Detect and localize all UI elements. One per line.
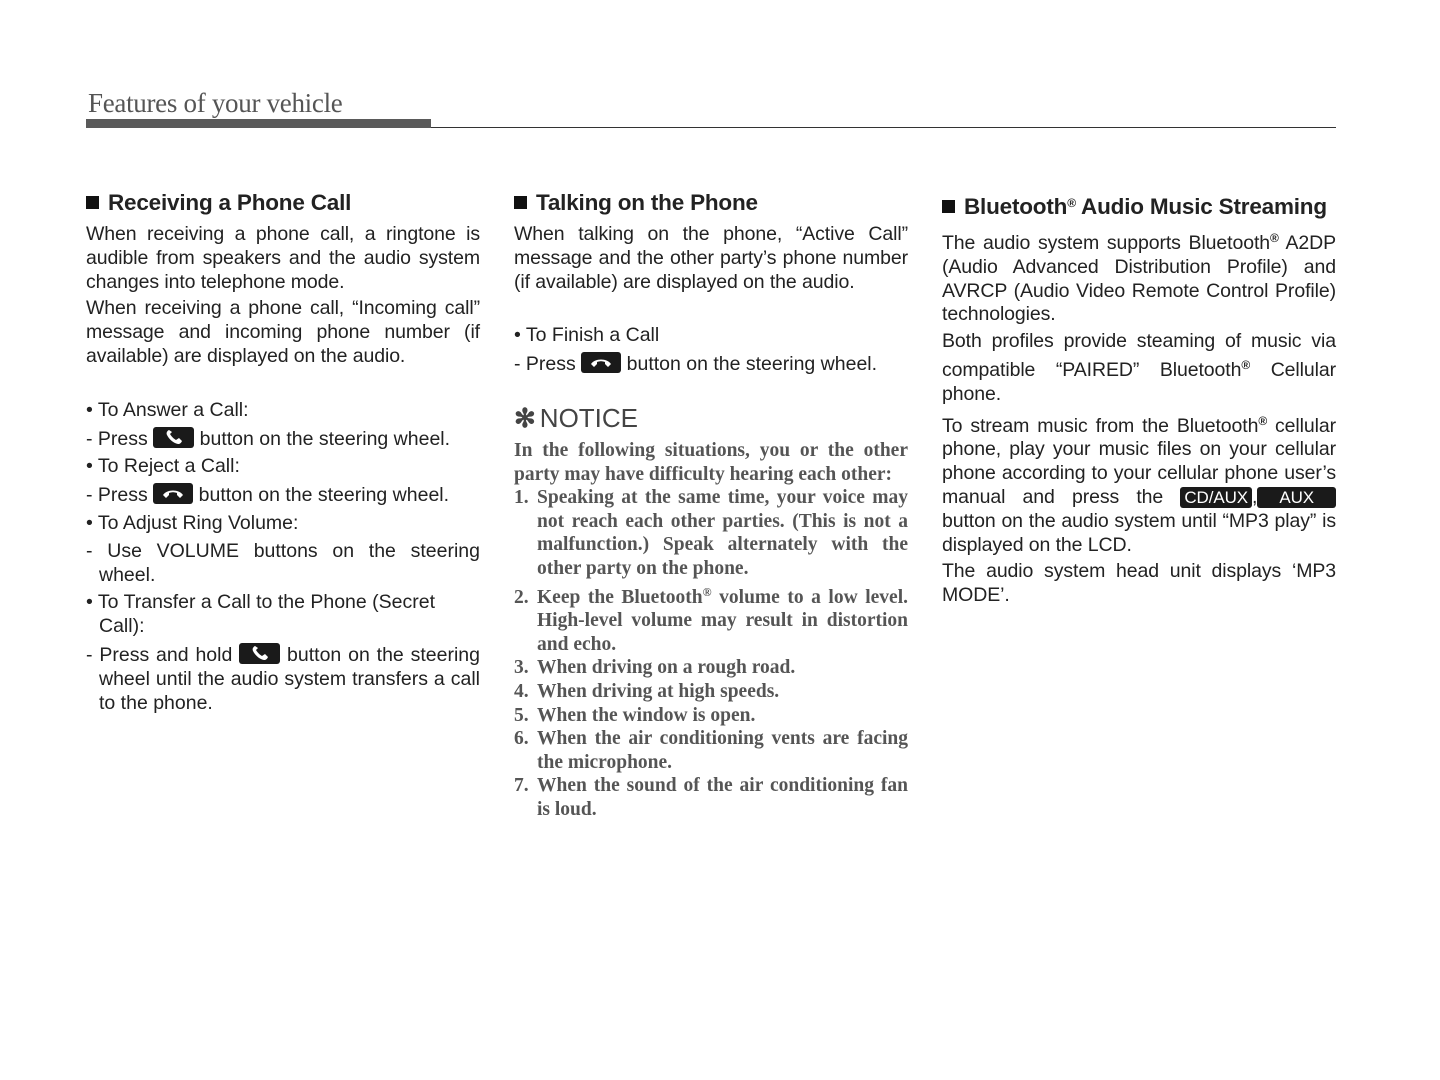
section-title-bluetooth: Bluetooth® Audio Music Streaming	[942, 187, 1336, 223]
bullet-finish: • To Finish a Call	[514, 324, 660, 347]
bullet-transfer: • To Transfer a Call to the Phone (Secret Call):	[86, 591, 435, 638]
aux-button-label: AUX	[1257, 487, 1336, 508]
notice-list	[514, 486, 908, 821]
cd-aux-button-label: CD/AUX	[1180, 487, 1252, 508]
notice-item: 7. When the sound of the air conditioning fan is loud.	[514, 775, 908, 820]
instruction-volume: - Use VOLUME buttons on the steering wheel.	[86, 539, 480, 586]
instruction-reject: - Press button on the steering wheel.	[86, 484, 450, 507]
bullet-volume: • To Adjust Ring Volume:	[86, 511, 299, 534]
phone-call-icon	[239, 643, 280, 664]
instruction-finish: - Press button on the steering wheel.	[514, 353, 878, 376]
bullet-answer: • To Answer a Call:	[86, 398, 249, 421]
page-title: Features of your vehicle	[88, 88, 343, 118]
section-title-receiving: Receiving a Phone Call	[86, 187, 480, 219]
header-bar	[86, 119, 431, 128]
paragraph: The audio system supports Bluetooth® A2DP (Audio Advanced Distribution Profile) and AVRCP (Audio Video Remote Control Profile) technologies.	[942, 231, 1336, 326]
notice-item: 2. Keep the Bluetooth® volume to a low level. High-level volume may result in distortion and echo.	[514, 584, 908, 655]
asterisk-icon: ✻	[514, 402, 536, 433]
notice-item: 6. When the air conditioning vents are facing the microphone.	[514, 728, 908, 773]
notice-heading: ✻ NOTICE	[514, 402, 639, 433]
paragraph: When receiving a phone call, a ringtone is audible from speakers and the audio system changes into telephone mode.	[86, 223, 480, 293]
square-bullet-icon	[86, 196, 99, 209]
header-rule	[431, 127, 1336, 128]
bullet-reject: • To Reject a Call:	[86, 455, 240, 478]
section-title-talking: Talking on the Phone	[514, 187, 908, 219]
paragraph: When talking on the phone, “Active Call” message and the other party’s phone number (if available) are displayed on the audio.	[514, 223, 908, 293]
phone-end-icon	[153, 483, 193, 504]
notice-item: 1. Speaking at the same time, your voice may not reach each other parties. (This is not a malfunction.) Speak alternately with the other party on the phone.	[514, 487, 908, 579]
column-receiving-call	[86, 187, 480, 719]
instruction-answer: - Press button on the steering wheel.	[86, 427, 451, 450]
column-talking-phone	[514, 187, 908, 821]
paragraph: The audio system head unit displays ‘MP3 MODE’.	[942, 560, 1336, 607]
square-bullet-icon	[942, 200, 955, 213]
paragraph: When receiving a phone call, “Incoming call” message and incoming phone number (if available) are displayed on the audio.	[86, 297, 480, 367]
page-header	[86, 86, 1336, 131]
notice-item: 3. When driving on a rough road.	[514, 657, 796, 679]
paragraph: Both profiles provide steaming of music via compatible “PAIRED” Bluetooth® Cellular phone.	[942, 330, 1336, 405]
instruction-transfer: - Press and hold button on the steering wheel until the audio system transfers a call to the phone.	[86, 643, 480, 714]
notice-item: 5. When the window is open.	[514, 704, 756, 726]
square-bullet-icon	[514, 196, 527, 209]
phone-call-icon	[153, 427, 194, 448]
phone-end-icon	[581, 352, 621, 373]
column-bluetooth-streaming	[942, 187, 1336, 611]
notice-intro: In the following situations, you or the other party may have difficulty hearing each other:	[514, 439, 908, 485]
notice-item: 4. When driving at high speeds.	[514, 680, 780, 702]
paragraph: To stream music from the Bluetooth® cellular phone, play your music files on your cellular phone according to your cellular phone user’s manual and press the CD/AUX , AUX button on the audio system until “MP3 play” is displayed on the LCD.	[942, 413, 1336, 556]
